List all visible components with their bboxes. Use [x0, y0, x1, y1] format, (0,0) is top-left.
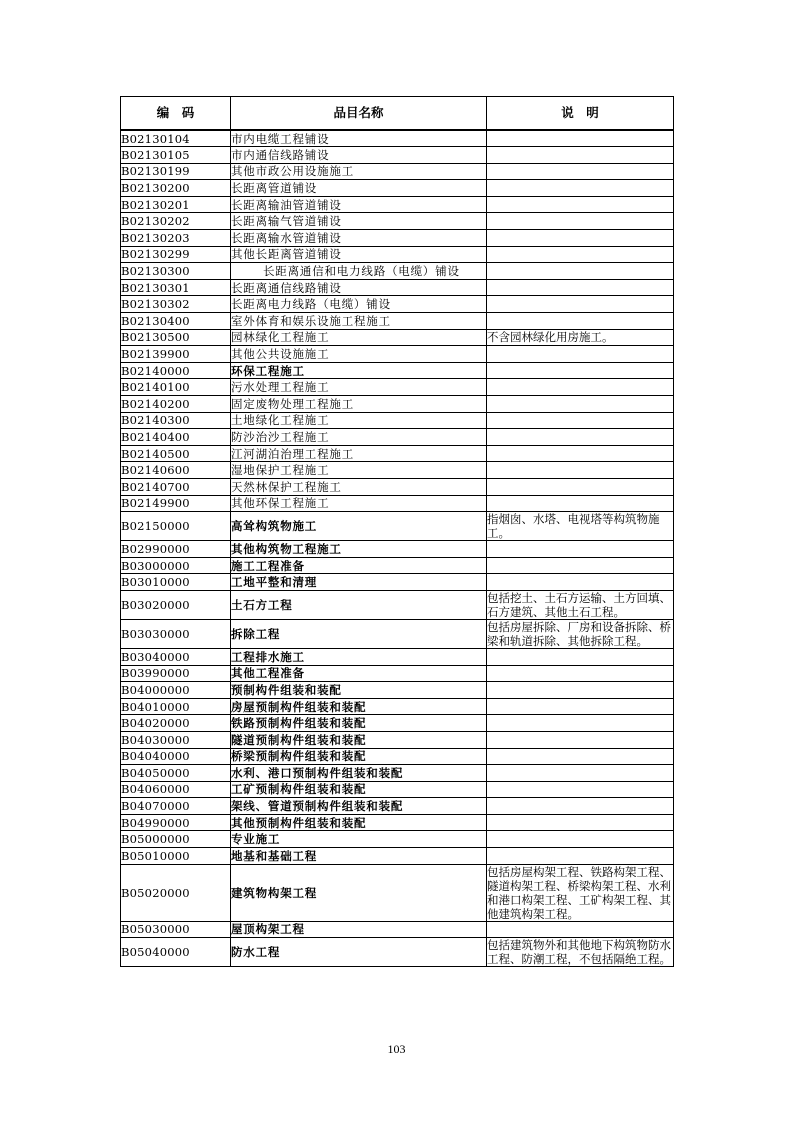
item-name-text: 土地绿化工程施工 — [231, 413, 330, 428]
item-code: B04000000 — [121, 682, 231, 699]
item-name-text: 市内电缆工程铺设 — [231, 131, 330, 146]
item-note — [487, 665, 674, 682]
item-code: B05000000 — [121, 831, 231, 848]
item-name — [231, 313, 487, 330]
item-name-text: 屋顶构架工程 — [231, 922, 305, 937]
item-name — [231, 462, 487, 479]
table-row — [121, 246, 674, 263]
item-name — [231, 748, 487, 765]
item-name — [231, 263, 487, 280]
item-code: B02140400 — [121, 429, 231, 446]
item-name — [231, 396, 487, 413]
item-note: 包括挖土、土石方运输、土方回填、石方建筑、其他土石工程。 — [487, 590, 674, 619]
item-name — [231, 478, 487, 495]
item-name — [231, 831, 487, 848]
item-name — [231, 346, 487, 363]
item-name-text: 长距离管道铺设 — [231, 181, 318, 196]
item-note — [487, 379, 674, 396]
item-code: B02130500 — [121, 329, 231, 346]
item-name — [231, 682, 487, 699]
table-row — [121, 196, 674, 213]
item-note — [487, 765, 674, 782]
item-name — [231, 495, 487, 512]
item-note — [487, 798, 674, 815]
item-name — [231, 921, 487, 938]
item-code: B04030000 — [121, 731, 231, 748]
item-name — [231, 412, 487, 429]
item-name — [231, 814, 487, 831]
table-row — [121, 396, 674, 413]
item-name-text: 工程排水施工 — [231, 649, 305, 664]
item-name — [231, 329, 487, 346]
item-note — [487, 163, 674, 180]
item-note — [487, 213, 674, 230]
table-row — [121, 864, 674, 921]
item-name-text: 桥梁预制构件组装和装配 — [231, 749, 367, 764]
item-note — [487, 574, 674, 591]
item-name-text: 建筑物构架工程 — [231, 885, 318, 900]
item-note — [487, 313, 674, 330]
table-row — [121, 130, 674, 147]
item-name-text: 工地平整和清理 — [231, 575, 318, 590]
item-name — [231, 445, 487, 462]
item-code: B05020000 — [121, 864, 231, 921]
item-name — [231, 698, 487, 715]
table-row — [121, 781, 674, 798]
table-row — [121, 379, 674, 396]
item-code: B02130299 — [121, 246, 231, 263]
item-name — [231, 429, 487, 446]
item-code: B02990000 — [121, 541, 231, 558]
item-code: B02140200 — [121, 396, 231, 413]
item-name-text: 专业施工 — [231, 832, 281, 847]
item-code: B04020000 — [121, 715, 231, 732]
table-row — [121, 429, 674, 446]
item-note — [487, 279, 674, 296]
item-name — [231, 213, 487, 230]
item-name — [231, 279, 487, 296]
item-note — [487, 396, 674, 413]
item-note — [487, 346, 674, 363]
item-name-text: 施工工程准备 — [231, 558, 305, 573]
item-name-text: 环保工程施工 — [231, 363, 305, 378]
table-row — [121, 230, 674, 247]
item-name-text: 其他工程准备 — [231, 666, 305, 681]
item-name — [231, 296, 487, 313]
table-row — [121, 648, 674, 665]
item-note — [487, 831, 674, 848]
item-name — [231, 648, 487, 665]
item-name-text: 长距离通信线路铺设 — [231, 280, 342, 295]
item-note — [487, 478, 674, 495]
item-name-text: 湿地保护工程施工 — [231, 463, 330, 478]
item-code: B05040000 — [121, 938, 231, 967]
item-note — [487, 230, 674, 247]
table-row — [121, 682, 674, 699]
item-note — [487, 848, 674, 865]
item-name — [231, 557, 487, 574]
item-note: 包括房屋拆除、厂房和设备拆除、桥梁和轨道拆除、其他拆除工程。 — [487, 619, 674, 648]
item-code: B02130105 — [121, 147, 231, 164]
item-name — [231, 848, 487, 865]
table-row — [121, 362, 674, 379]
table-row — [121, 541, 674, 558]
table-row — [121, 412, 674, 429]
table-body — [121, 130, 674, 967]
item-note: 指烟囱、水塔、电视塔等构筑物施工。 — [487, 512, 674, 541]
item-name-text: 其他环保工程施工 — [231, 496, 330, 511]
item-name-text: 防沙治沙工程施工 — [231, 429, 330, 444]
item-code: B03010000 — [121, 574, 231, 591]
item-name-text: 污水处理工程施工 — [231, 380, 330, 395]
table-row — [121, 798, 674, 815]
item-name-text: 土石方工程 — [231, 597, 293, 612]
table-row — [121, 478, 674, 495]
item-code: B02140000 — [121, 362, 231, 379]
item-code: B05030000 — [121, 921, 231, 938]
item-name-text: 防水工程 — [231, 945, 281, 960]
item-name-text: 天然林保护工程施工 — [231, 479, 342, 494]
item-code: B02130301 — [121, 279, 231, 296]
table-row — [121, 445, 674, 462]
item-note — [487, 445, 674, 462]
item-name-text: 房屋预制构件组装和装配 — [231, 699, 367, 714]
item-code: B05010000 — [121, 848, 231, 865]
table-row — [121, 329, 674, 346]
table-row — [121, 698, 674, 715]
item-name-text: 园林绿化工程施工 — [231, 330, 330, 345]
table-row — [121, 619, 674, 648]
item-note — [487, 715, 674, 732]
item-note: 不含园林绿化用房施工。 — [487, 329, 674, 346]
item-name — [231, 665, 487, 682]
item-name-text: 江河湖泊治理工程施工 — [231, 446, 354, 461]
item-name — [231, 130, 487, 147]
table-row — [121, 147, 674, 164]
item-note — [487, 541, 674, 558]
item-name-text: 长距离输气管道铺设 — [231, 214, 342, 229]
item-note: 包括房屋构架工程、铁路构架工程、隧道构架工程、桥梁构架工程、水利和港口构架工程、工矿构架工程、其他建筑构架工程。 — [487, 864, 674, 921]
item-code: B02130300 — [121, 263, 231, 280]
item-code: B02130201 — [121, 196, 231, 213]
table-row — [121, 765, 674, 782]
item-note — [487, 648, 674, 665]
item-name — [231, 512, 487, 541]
item-name-text: 高耸构筑物施工 — [231, 519, 318, 534]
item-name — [231, 765, 487, 782]
item-name — [231, 163, 487, 180]
item-name — [231, 147, 487, 164]
item-name — [231, 362, 487, 379]
item-code: B02140300 — [121, 412, 231, 429]
item-code: B02139900 — [121, 346, 231, 363]
item-code: B02130200 — [121, 180, 231, 197]
table-row — [121, 296, 674, 313]
item-note — [487, 814, 674, 831]
table-row — [121, 313, 674, 330]
item-name-text: 地基和基础工程 — [231, 848, 318, 863]
item-code: B02130302 — [121, 296, 231, 313]
item-name — [231, 246, 487, 263]
table-row — [121, 921, 674, 938]
item-name — [231, 541, 487, 558]
table-row — [121, 462, 674, 479]
item-name-text: 架线、管道预制构件组装和装配 — [231, 799, 404, 814]
item-note — [487, 180, 674, 197]
item-name-text: 工矿预制构件组装和装配 — [231, 782, 367, 797]
item-name-text: 长距离输油管道铺设 — [231, 197, 342, 212]
item-name-text: 其他预制构件组装和装配 — [231, 815, 367, 830]
item-note — [487, 263, 674, 280]
table-row — [121, 831, 674, 848]
item-note — [487, 698, 674, 715]
item-note — [487, 731, 674, 748]
item-code: B03020000 — [121, 590, 231, 619]
item-name — [231, 731, 487, 748]
item-code: B03040000 — [121, 648, 231, 665]
table-row — [121, 512, 674, 541]
item-note — [487, 130, 674, 147]
item-note — [487, 296, 674, 313]
item-name — [231, 230, 487, 247]
item-name-text: 其他公共设施施工 — [231, 347, 330, 362]
item-name — [231, 574, 487, 591]
item-code: B04060000 — [121, 781, 231, 798]
item-note — [487, 462, 674, 479]
item-code: B02140600 — [121, 462, 231, 479]
item-note — [487, 557, 674, 574]
item-name — [231, 196, 487, 213]
item-name — [231, 379, 487, 396]
table-row — [121, 495, 674, 512]
item-note — [487, 412, 674, 429]
item-code: B02130400 — [121, 313, 231, 330]
item-name — [231, 798, 487, 815]
item-name — [231, 590, 487, 619]
item-code: B02130199 — [121, 163, 231, 180]
item-code: B02130104 — [121, 130, 231, 147]
item-note — [487, 246, 674, 263]
table-row — [121, 574, 674, 591]
table-row — [121, 848, 674, 865]
item-name — [231, 715, 487, 732]
item-note — [487, 147, 674, 164]
item-code: B04010000 — [121, 698, 231, 715]
header-code: 编 码 — [121, 97, 231, 131]
item-note: 包括建筑物外和其他地下构筑物防水工程、防潮工程，不包括隔绝工程。 — [487, 938, 674, 967]
item-name-text: 预制构件组装和装配 — [231, 682, 342, 697]
item-name-text: 室外体育和娱乐设施工程施工 — [231, 313, 391, 328]
item-name-text: 水利、港口预制构件组装和装配 — [231, 765, 404, 780]
table-row — [121, 814, 674, 831]
table-row — [121, 665, 674, 682]
item-note — [487, 682, 674, 699]
table-row — [121, 346, 674, 363]
item-code: B02149900 — [121, 495, 231, 512]
item-name-text: 铁路预制构件组装和装配 — [231, 716, 367, 731]
table-row — [121, 748, 674, 765]
table-row — [121, 715, 674, 732]
item-name-text: 隧道预制构件组装和装配 — [231, 732, 367, 747]
item-code: B02140100 — [121, 379, 231, 396]
item-note — [487, 362, 674, 379]
item-name-text: 市内通信线路铺设 — [231, 147, 330, 162]
item-name — [231, 619, 487, 648]
item-name-text: 拆除工程 — [231, 626, 281, 641]
item-code: B02130202 — [121, 213, 231, 230]
item-name-text: 长距离电力线路（电缆）铺设 — [231, 297, 391, 312]
item-note — [487, 196, 674, 213]
item-name-text: 其他构筑物工程施工 — [231, 541, 342, 556]
item-code: B02150000 — [121, 512, 231, 541]
item-name-text: 其他长距离管道铺设 — [231, 247, 342, 262]
item-code: B02140700 — [121, 478, 231, 495]
item-name-text: 长距离通信和电力线路（电缆）铺设 — [263, 264, 460, 279]
item-name — [231, 180, 487, 197]
table-row — [121, 590, 674, 619]
catalog-table — [120, 96, 674, 967]
table-row — [121, 279, 674, 296]
item-note — [487, 748, 674, 765]
item-code: B03990000 — [121, 665, 231, 682]
page-number: 103 — [387, 1042, 406, 1056]
item-code: B04070000 — [121, 798, 231, 815]
table-row — [121, 263, 674, 280]
item-name — [231, 781, 487, 798]
item-name-text: 长距离输水管道铺设 — [231, 230, 342, 245]
header-note: 说 明 — [487, 97, 674, 131]
item-name-text: 其他市政公用设施施工 — [231, 164, 354, 179]
item-code: B03030000 — [121, 619, 231, 648]
item-name-text: 固定废物处理工程施工 — [231, 396, 354, 411]
header-name: 品目名称 — [231, 97, 487, 131]
table-row — [121, 731, 674, 748]
table-row — [121, 938, 674, 967]
table-row — [121, 213, 674, 230]
item-code: B03000000 — [121, 557, 231, 574]
item-code: B04990000 — [121, 814, 231, 831]
table-row — [121, 557, 674, 574]
item-name — [231, 864, 487, 921]
item-note — [487, 495, 674, 512]
item-note — [487, 921, 674, 938]
table-row — [121, 180, 674, 197]
item-name — [231, 938, 487, 967]
item-note — [487, 781, 674, 798]
item-code: B02140500 — [121, 445, 231, 462]
item-note — [487, 429, 674, 446]
table-row — [121, 163, 674, 180]
item-code: B04040000 — [121, 748, 231, 765]
item-code: B04050000 — [121, 765, 231, 782]
header-row — [121, 97, 674, 131]
item-code: B02130203 — [121, 230, 231, 247]
